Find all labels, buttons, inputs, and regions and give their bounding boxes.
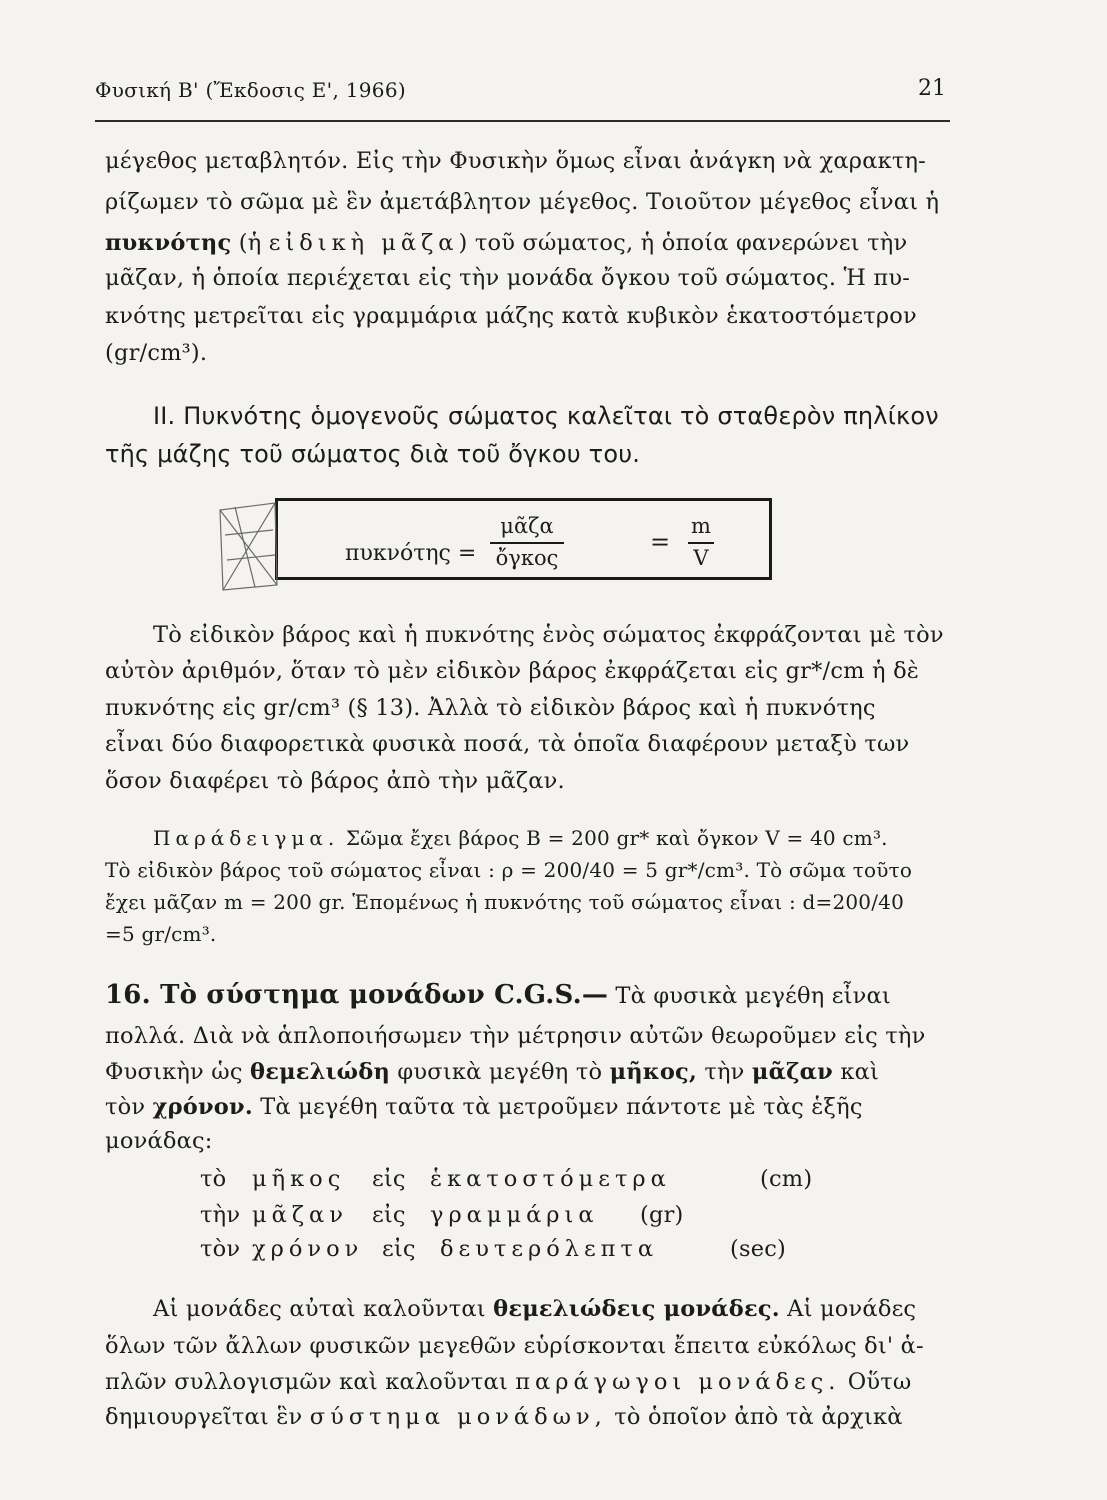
text-line: κνότης μετρεῖται εἰς γραμμάρια μάζης κατὰ κυβικὸν ἑκατοστόμετρον (105, 303, 917, 329)
unit-symbol: (cm) (760, 1166, 813, 1192)
unit-row (200, 1202, 1055, 1228)
text-fragment: Φυσικὴν ὡς (105, 1059, 250, 1085)
fraction-denominator: V (693, 546, 709, 570)
text-line (153, 826, 1008, 850)
header-rule (95, 120, 950, 122)
text-fragment: (ἡ (231, 230, 269, 256)
text-line: πολλά. Διὰ νὰ ἁπλοποιήσωμεν τὴν μέτρησιν αὐτῶν θεωροῦμεν εἰς τὴν (105, 1023, 926, 1049)
text-line: Τὸ εἰδικὸν βάρος καὶ ἡ πυκνότης ἑνὸς σώματος ἐκφράζονται μὲ τὸν (153, 622, 944, 648)
text-line (105, 1094, 960, 1120)
text-fragment: τὸ ὁποῖον ἀπὸ τὰ ἀρχικὰ (606, 1404, 903, 1430)
text-fragment: δημιουργεῖται ἓν (105, 1404, 310, 1430)
text-line: αὐτὸν ἀριθμόν, ὅταν τὸ μὲν εἰδικὸν βάρος ἐκφράζεται εἰς gr*/cm ἡ δὲ (105, 658, 920, 684)
text-line: =5 gr/cm³. (105, 922, 217, 946)
text-fragment: φυσικὰ μεγέθη τὸ (390, 1059, 610, 1085)
text-line: (gr/cm³). (105, 340, 208, 366)
text-line (105, 1059, 960, 1085)
unit-quantity: χρόνον (252, 1236, 364, 1262)
header-title: Φυσική Β' (Ἔκδοσις Ε', 1966) (95, 78, 406, 102)
text-fragment: Σῶμα ἔχει βάρος Β = 200 gr* καὶ ὄγκον V = 40 cm³. (339, 826, 888, 850)
unit-symbol: (sec) (730, 1236, 787, 1262)
text-line: ρίζωμεν τὸ σῶμα μὲ ἓν ἀμετάβλητον μέγεθος. Τοιοῦτον μέγεθος εἶναι ἡ (105, 189, 940, 215)
text-line (105, 230, 960, 256)
text-fragment: ) τοῦ σώματος, ἡ ὁποία φανερώνει τὴν (458, 230, 908, 256)
text-line: μᾶζαν, ἡ ὁποία περιέχεται εἰς τὴν μονάδα ὄγκου τοῦ σώματος. Ἡ πυ- (105, 265, 911, 291)
unit-quantity: μᾶζαν (252, 1202, 348, 1228)
unit-prep: εἰς (382, 1236, 416, 1262)
text-line: ὅλων τῶν ἄλλων φυσικῶν μεγεθῶν εὑρίσκονται ἔπειτα εὐκόλως δι' ἁ- (105, 1333, 924, 1359)
unit-name: ἑκατοστόμετρα (430, 1166, 671, 1192)
term-system-of-units: σύστημα μονάδων, (309, 1404, 607, 1430)
pencil-sketch-icon (215, 495, 285, 595)
text-fragment: τὸν (105, 1094, 153, 1120)
text-fragment: Αἱ μονάδες αὐταὶ καλοῦνται (153, 1296, 494, 1322)
unit-prep: εἰς (372, 1166, 406, 1192)
unit-name: γραμμάρια (430, 1202, 599, 1228)
text-line: II. Πυκνότης ὁμογενοῦς σώματος καλεῖται τὸ σταθερὸν πηλίκον (153, 402, 939, 430)
term-fundamental: θεμελιώδη (249, 1059, 391, 1085)
text-fragment: Οὕτω (840, 1369, 912, 1395)
text-fragment: Αἱ μονάδες (779, 1296, 917, 1322)
unit-row (200, 1166, 1055, 1192)
fraction-numerator: μᾶζα (500, 514, 554, 538)
unit-article: τὸν (200, 1236, 241, 1262)
unit-symbol: (gr) (640, 1202, 684, 1228)
text-fragment: τὴν (697, 1059, 752, 1085)
text-line: Τὸ εἰδικὸν βάρος τοῦ σώματος εἶναι : ρ = 200/40 = 5 gr*/cm³. Τὸ σῶμα τοῦτο (105, 858, 913, 882)
running-header (95, 76, 950, 110)
term-length: μῆκος, (609, 1059, 697, 1085)
text-fragment: πλῶν συλλογισμῶν καὶ καλοῦνται (105, 1369, 516, 1395)
term-density: πυκνότης (105, 230, 232, 256)
text-line: μέγεθος μεταβλητόν. Εἰς τὴν Φυσικὴν ὅμως εἶναι ἀνάγκη νὰ χαρακτη- (105, 148, 926, 174)
term-specific-mass: εἰδικὴ μᾶζα (268, 230, 459, 256)
text-line (105, 1369, 960, 1395)
unit-row (200, 1236, 1055, 1262)
text-line (153, 1296, 1008, 1322)
page-number: 21 (918, 76, 946, 101)
unit-quantity: μῆκος (252, 1166, 346, 1192)
text-fragment: καὶ (832, 1059, 879, 1085)
term-fundamental-units: θεμελιώδεις μονάδες. (493, 1296, 780, 1322)
fraction-denominator: ὄγκος (495, 546, 559, 570)
fraction-numerator: m (691, 514, 711, 538)
formula-fraction-mass-volume (490, 514, 564, 570)
unit-article: τὴν (200, 1202, 241, 1228)
formula-label: πυκνότης = (345, 541, 477, 566)
text-line: ἔχει μᾶζαν m = 200 gr. Ἑπομένως ἡ πυκνότης τοῦ σώματος εἶναι : d=200/40 (105, 890, 905, 914)
text-line: ὅσον διαφέρει τὸ βάρος ἀπὸ τὴν μᾶζαν. (105, 768, 565, 794)
term-derived-units: παράγωγοι μονάδες. (515, 1369, 841, 1395)
term-mass: μᾶζαν (751, 1059, 833, 1085)
text-line: πυκνότης εἰς gr/cm³ (§ 13). Ἀλλὰ τὸ εἰδικὸν βάρος καὶ ἡ πυκνότης (105, 695, 876, 721)
text-line: εἶναι δύο διαφορετικὰ φυσικὰ ποσά, τὰ ὁποῖα διαφέρουν μεταξὺ των (105, 731, 910, 757)
text-line (105, 1404, 960, 1430)
unit-name: δευτερόλεπτα (440, 1236, 659, 1262)
unit-prep: εἰς (372, 1202, 406, 1228)
text-fragment: Τὰ φυσικὰ μεγέθη εἶναι (608, 983, 891, 1009)
formula-equals: = (650, 528, 671, 556)
unit-article: τὸ (200, 1166, 227, 1192)
formula-fraction-m-v (688, 514, 714, 570)
text-line: τῆς μάζης τοῦ σώματος διὰ τοῦ ὄγκου του. (105, 440, 641, 468)
text-line: μονάδας: (105, 1128, 213, 1154)
text-line (105, 980, 960, 1010)
example-label: Παράδειγμα. (153, 826, 340, 850)
text-fragment: Τὰ μεγέθη ταῦτα τὰ μετροῦμεν πάντοτε μὲ τὰς ἑξῆς (252, 1094, 863, 1120)
section-title: 16. Τὸ σύστημα μονάδων C.G.S.— (105, 980, 609, 1010)
term-time: χρόνον. (152, 1094, 253, 1120)
